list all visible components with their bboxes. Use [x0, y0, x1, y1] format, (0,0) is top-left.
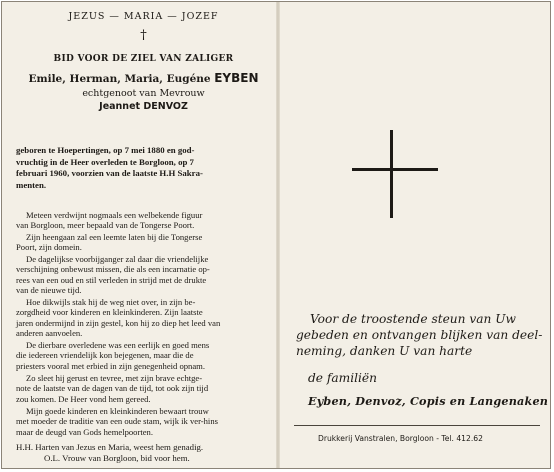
- text-line: De dierbare overledene was een eerlijk en goed mens: [26, 340, 210, 350]
- memorial-card: [1, 1, 551, 469]
- paragraph-1: [16, 210, 268, 231]
- text-line: Meteen verdwijnt nogmaals een welbekende figuur: [26, 210, 203, 220]
- families-label: de familiën: [308, 371, 377, 385]
- paragraph-7: [16, 406, 268, 437]
- text-line: Zijn heengaan zal een leemte laten bij die Tongerse: [26, 232, 203, 242]
- paragraph-2: [16, 232, 268, 253]
- text-line: verschijning onbewust missen, die als een incarnatie op-: [16, 264, 210, 275]
- bio-line: geboren te Hoepertingen, op 7 mei 1880 en god-: [16, 145, 195, 155]
- prayer-line-1: H.H. Harten van Jezus en Maria, weest hem genadig.: [16, 442, 204, 452]
- bid-line: BID VOOR DE ZIEL VAN ZALIGER: [53, 54, 234, 64]
- header-holy-names: JEZUS — MARIA — JOZEF: [68, 11, 219, 22]
- deceased-first-names: Emile, Herman, Maria, Eugéne: [28, 73, 211, 85]
- spouse-line: echtgenoot van Mevrouw: [82, 88, 205, 99]
- text-line: Poort, zijn domein.: [16, 242, 82, 253]
- paragraph-4: [16, 297, 268, 339]
- bio-line: menten.: [16, 179, 47, 190]
- deceased-name: [16, 71, 271, 85]
- prayer-line-2: O.L. Vrouw van Borgloon, bid voor hem.: [44, 453, 190, 463]
- thanks-line: gebeden en ontvangen blijken van deel-: [296, 328, 543, 342]
- text-line: jaren ondermijnd in zijn gestel, kon hij zo diep het leed van: [16, 317, 221, 328]
- paragraph-5: [16, 340, 268, 371]
- families-names: Eyben, Denvoz, Copis en Langenaken: [308, 394, 549, 408]
- cross-icon: †: [140, 28, 147, 43]
- paragraph-3: [16, 254, 268, 296]
- text-line: priesters vooral met erbied in zijn genegenheid opnam.: [16, 360, 205, 371]
- spouse-name: Jeannet DENVOZ: [99, 101, 188, 112]
- bio-line: vruchtig in de Heer overleden te Borgloon, op 7: [16, 156, 194, 167]
- closing-prayers: [16, 442, 268, 464]
- bio-line: februari 1960, voorzien van de laatste H.H Sakra-: [16, 168, 203, 179]
- text-line: Zo sleet hij gerust en tevree, met zijn brave echtge-: [26, 373, 203, 383]
- text-line: met moeder de traditie van een oude stam, wijk ik ver-hins: [16, 416, 218, 427]
- text-line: zorgdheid voor kinderen en kleinkinderen. Zijn laatste: [16, 307, 203, 318]
- large-cross-icon: [352, 130, 440, 220]
- text-line: Mijn goede kinderen en kleinkinderen bewaart trouw: [26, 406, 209, 416]
- printer-imprint: Drukkerij Vanstralen, Borgloon - Tel. 412.62: [318, 434, 483, 443]
- fold-line: [276, 2, 280, 468]
- text-line: De dagelijkse voorbijganger zal daar die vriendelijke: [26, 254, 209, 264]
- thanks-line: Voor de troostende steun van Uw: [310, 312, 516, 326]
- text-line: van de nieuwe tijd.: [16, 285, 82, 296]
- text-line: zou komen. De Heer vond hem gereed.: [16, 393, 151, 404]
- text-line: rees van een oud en stil verleden in strijd met de drukte: [16, 274, 207, 285]
- thanks-text: [296, 311, 548, 359]
- text-line: maar de deugd van Gods hemelpoorten.: [16, 426, 153, 437]
- text-line: note de laatste van de dagen van de tijd, tot ook zijn tijd: [16, 383, 209, 394]
- text-line: Hoe dikwijls stak hij de weg niet over, in zijn be-: [26, 297, 196, 307]
- right-page: [284, 2, 550, 468]
- thanks-line: neming, danken U van harte: [296, 344, 473, 358]
- text-line: die iedereen vriendelijk kon bejegenen, maar die de: [16, 350, 194, 361]
- left-page: [16, 2, 271, 468]
- divider: [294, 425, 540, 426]
- text-line: anderen aanvoelen.: [16, 328, 83, 339]
- text-line: van Borgloon, meer bepaald van de Tongerse Poort.: [16, 220, 195, 231]
- deceased-surname: EYBEN: [214, 71, 259, 85]
- biography: [16, 145, 268, 191]
- paragraph-6: [16, 373, 268, 404]
